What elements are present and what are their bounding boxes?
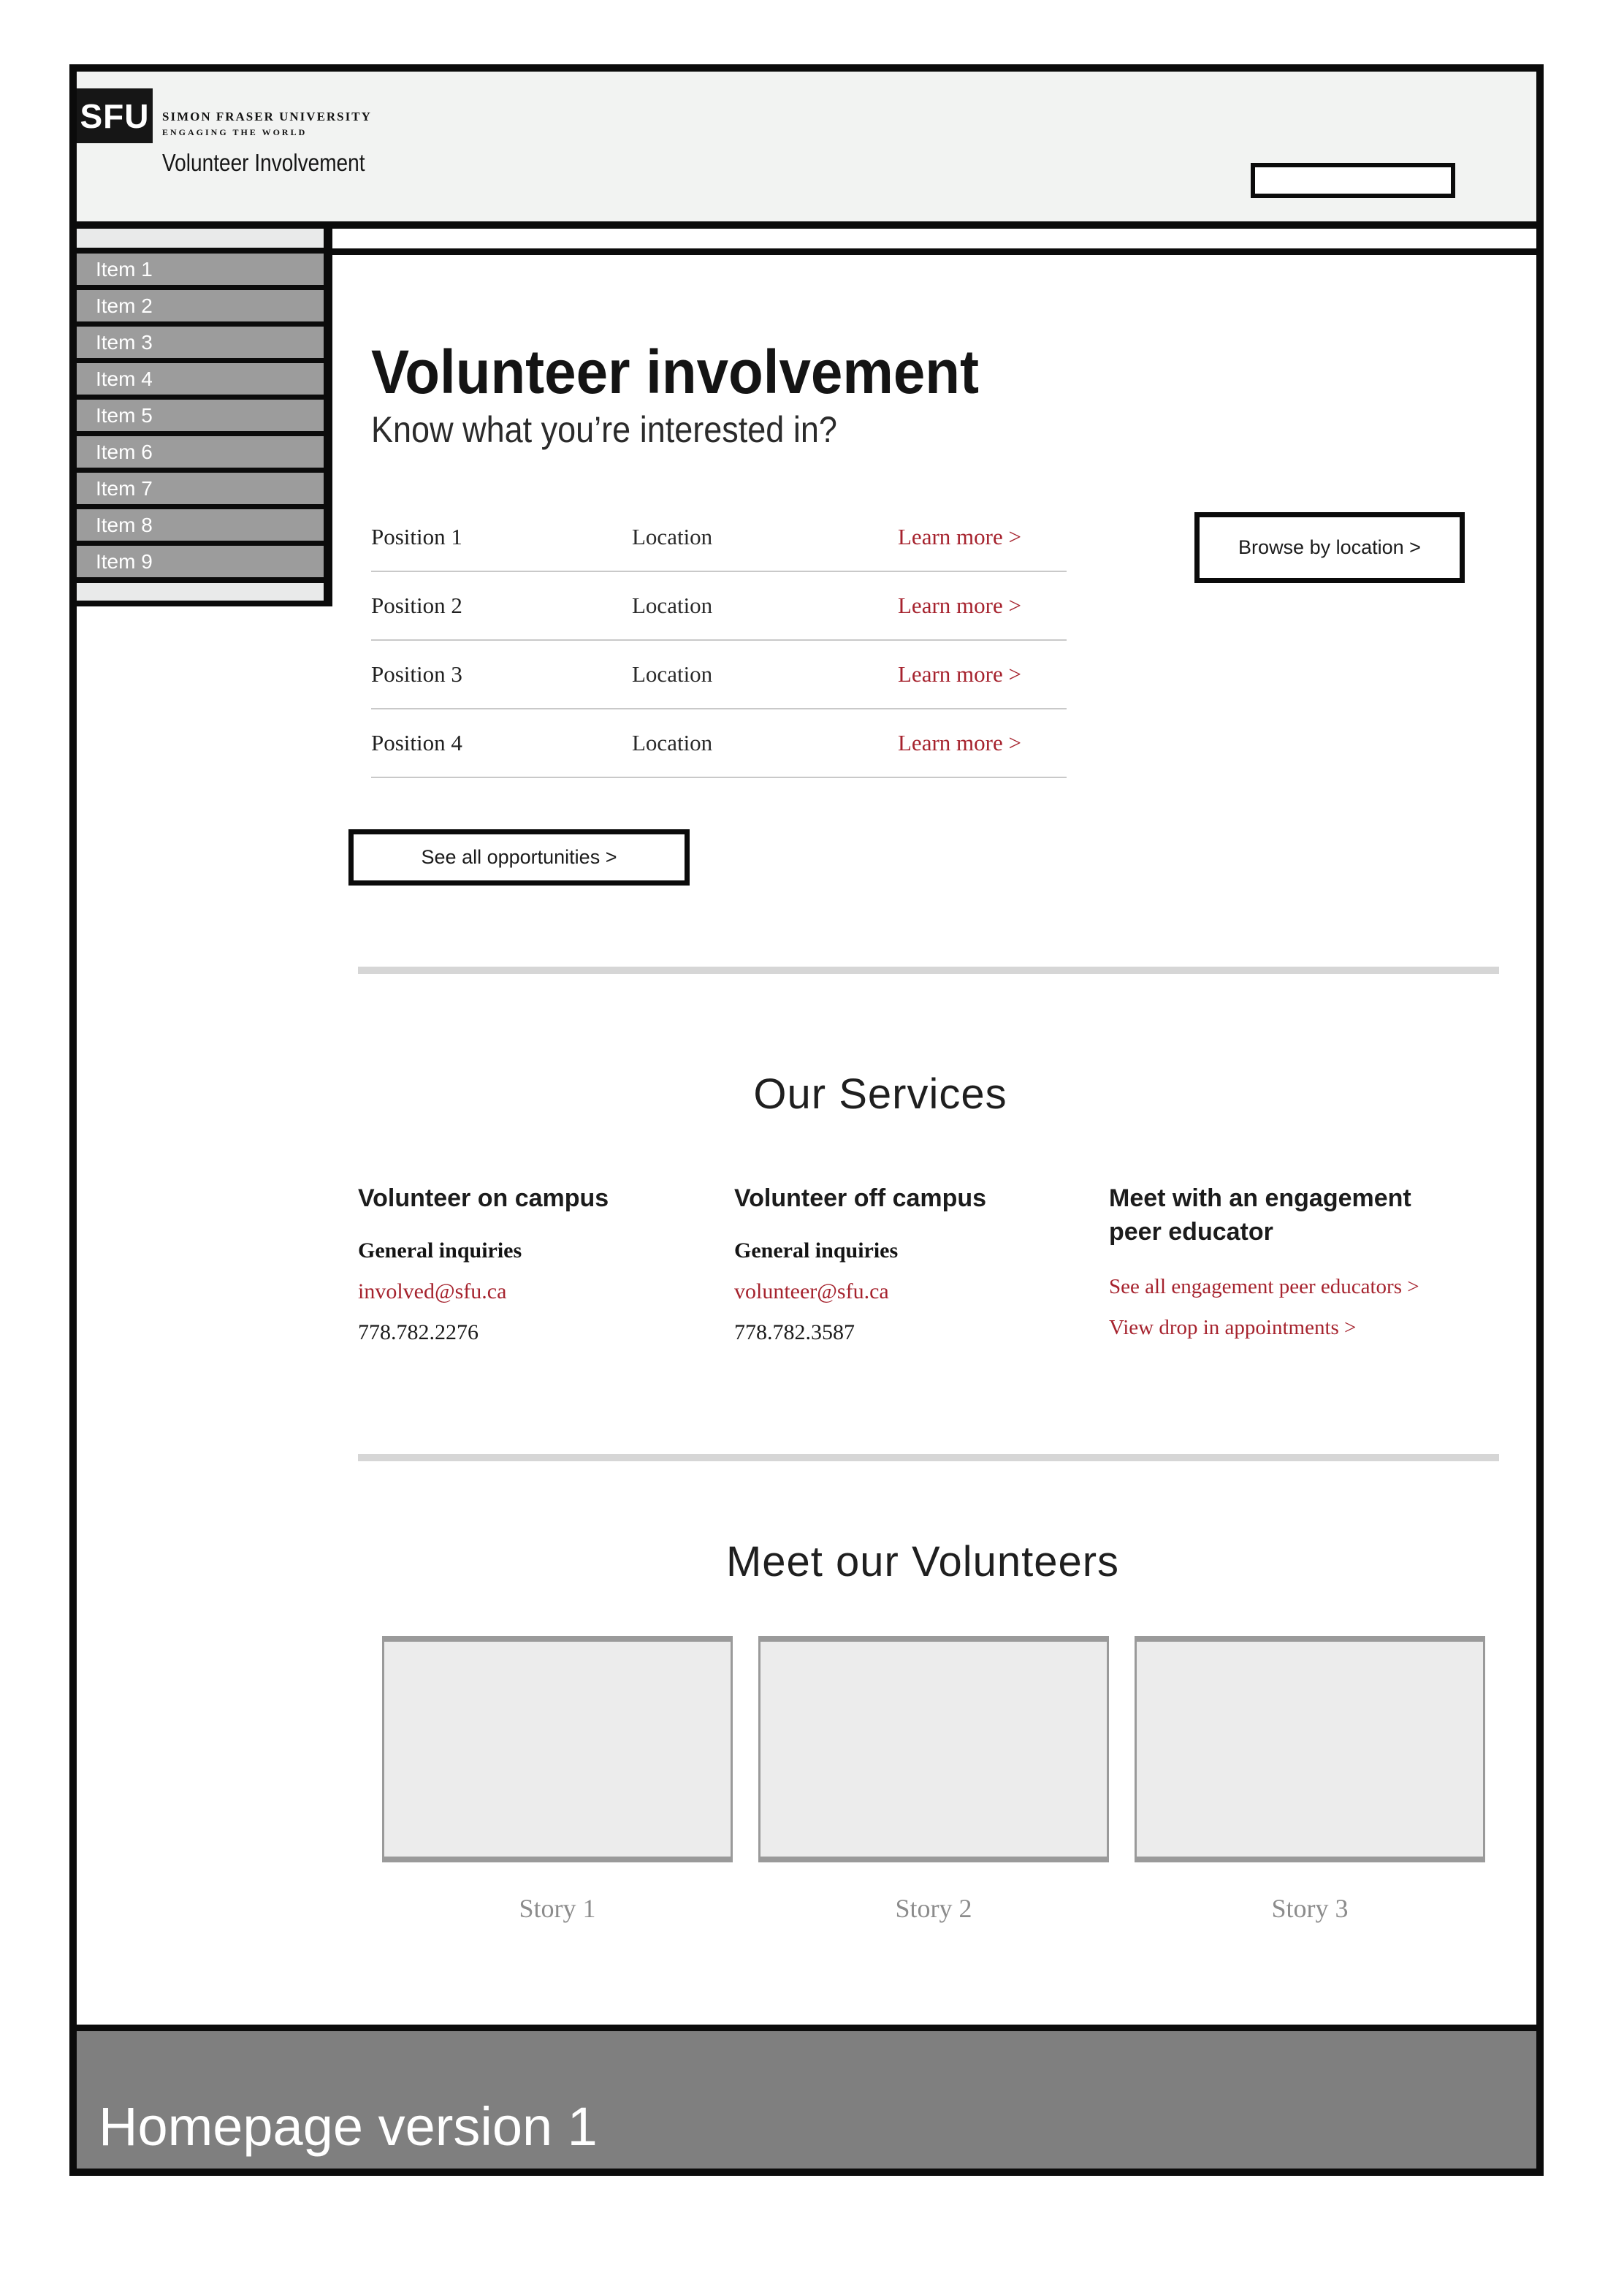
position-name: Position 3 (371, 661, 462, 687)
sidebar-menu (77, 248, 324, 583)
learn-more-link[interactable]: Learn more > (898, 593, 1021, 618)
story-card-1 (382, 1636, 733, 1924)
position-location: Location (632, 661, 713, 687)
position-location: Location (632, 593, 713, 618)
service-title: Volunteer on campus (358, 1184, 609, 1212)
service-peer-educator (1109, 1181, 1434, 1357)
main-content (332, 248, 1536, 2025)
positions-table (371, 503, 1067, 778)
sidebar-item-9[interactable]: Item 9 (77, 546, 324, 577)
services-heading: Our Services (753, 1070, 1007, 1118)
services-section (358, 1181, 1499, 1386)
page-title: Volunteer involvement (371, 338, 980, 406)
story-label: Story 1 (519, 1894, 596, 1923)
sidebar-item-1[interactable]: Item 1 (77, 254, 324, 285)
sidebar-item-6[interactable]: Item 6 (77, 436, 324, 468)
page (69, 64, 1544, 2176)
sidebar-item-8[interactable]: Item 8 (77, 509, 324, 541)
service-volunteer-on-campus (358, 1181, 694, 1345)
university-tagline: ENGAGING THE WORLD (162, 127, 308, 137)
see-all-peer-educators-link[interactable]: See all engagement peer educators > (1109, 1275, 1419, 1298)
sidebar-nav (77, 229, 332, 606)
service-subheading: General inquiries (734, 1238, 899, 1263)
story-card-2 (758, 1636, 1109, 1924)
sfu-logo-text: SFU (80, 96, 150, 135)
learn-more-link[interactable]: Learn more > (898, 730, 1021, 755)
position-location: Location (632, 730, 713, 755)
footer-version-label: Homepage version 1 (99, 2096, 598, 2157)
footer (77, 2025, 1536, 2169)
story-label: Story 3 (1271, 1894, 1349, 1923)
position-row-2 (371, 572, 1067, 641)
position-location: Location (632, 524, 713, 549)
sidebar-item-2[interactable]: Item 2 (77, 290, 324, 321)
service-title: Volunteer off campus (734, 1184, 987, 1212)
learn-more-link[interactable]: Learn more > (898, 661, 1021, 687)
stories-section (382, 1636, 1511, 1924)
phone-number: 778.782.2276 (358, 1320, 479, 1344)
phone-number: 778.782.3587 (734, 1320, 855, 1344)
position-row-4 (371, 709, 1067, 778)
sidebar-end-divider (77, 601, 324, 606)
email-link[interactable]: volunteer@sfu.ca (734, 1279, 889, 1303)
sidebar-item-5[interactable]: Item 5 (77, 400, 324, 431)
position-name: Position 2 (371, 593, 462, 618)
position-name: Position 1 (371, 524, 462, 549)
service-title: Meet with an engagement peer educator (1109, 1184, 1411, 1246)
story-image-placeholder (1135, 1636, 1485, 1862)
position-name: Position 4 (371, 730, 462, 755)
section-divider-bottom (358, 1454, 1499, 1461)
see-all-opportunities-button[interactable]: See all opportunities > (348, 829, 690, 886)
sidebar-item-3[interactable]: Item 3 (77, 327, 324, 358)
page-subtitle: Know what you’re interested in? (371, 409, 837, 450)
sfu-logo[interactable] (77, 88, 153, 143)
view-drop-in-appointments-link[interactable]: View drop in appointments > (1109, 1316, 1357, 1339)
sidebar-item-7[interactable]: Item 7 (77, 473, 324, 504)
position-row-3 (371, 641, 1067, 709)
section-divider-top (358, 967, 1499, 974)
search-input[interactable] (1251, 163, 1455, 198)
learn-more-link[interactable]: Learn more > (898, 524, 1021, 549)
story-image-placeholder (382, 1636, 733, 1862)
sidebar-item-4[interactable]: Item 4 (77, 363, 324, 395)
service-volunteer-off-campus (734, 1181, 1070, 1345)
story-label: Story 2 (895, 1894, 972, 1923)
story-image-placeholder (758, 1636, 1109, 1862)
email-link[interactable]: involved@sfu.ca (358, 1279, 507, 1303)
sidebar-bottom-spacer (77, 583, 324, 601)
position-row-1 (371, 503, 1067, 572)
story-card-3 (1135, 1636, 1485, 1924)
sidebar-top-spacer (77, 229, 324, 248)
browse-by-location-button[interactable]: Browse by location > (1194, 512, 1465, 583)
header (77, 72, 1536, 229)
site-title: Volunteer Involvement (162, 149, 365, 176)
volunteers-heading: Meet our Volunteers (725, 1538, 1120, 1585)
university-name: SIMON FRASER UNIVERSITY (162, 110, 372, 123)
service-subheading: General inquiries (358, 1238, 522, 1263)
